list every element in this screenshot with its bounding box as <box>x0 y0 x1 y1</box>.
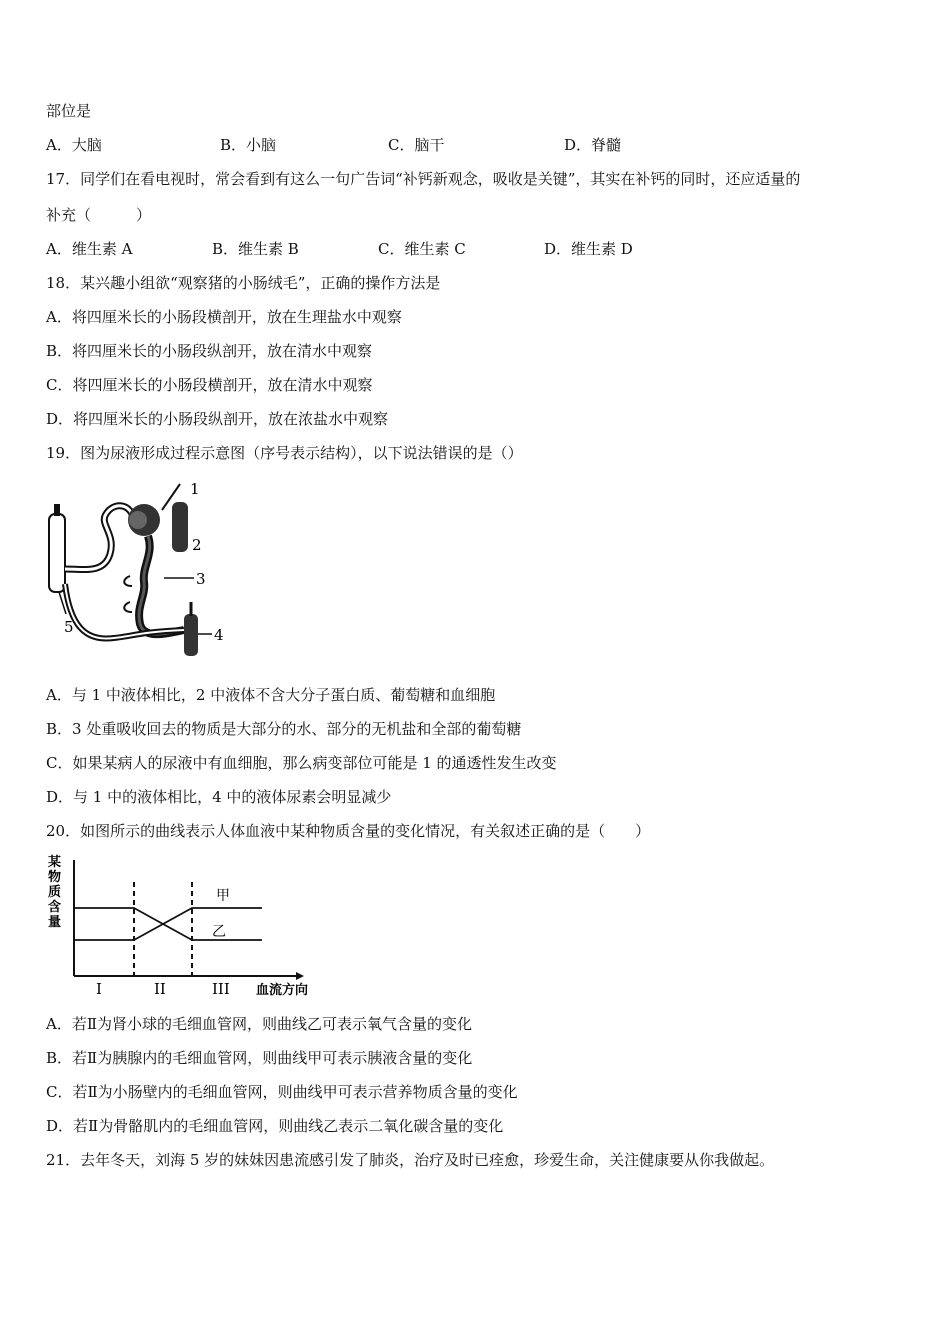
label-2: 2 <box>192 536 202 554</box>
q18-stem: 18．某兴趣小组欲“观察猪的小肠绒毛”，正确的操作方法是 <box>46 274 441 292</box>
q20-option-a: A．若Ⅱ为肾小球的毛细血管网，则曲线乙可表示氧气含量的变化 <box>46 1015 473 1033</box>
q18-option-d: D．将四厘米长的小肠段纵剖开，放在浓盐水中观察 <box>46 410 389 428</box>
q16-stem-tail: 部位是 <box>46 102 92 120</box>
legend-yi: 乙 <box>212 924 226 940</box>
q17-stem-line2: 补充（ ） <box>46 206 152 224</box>
segment-label-1: I <box>96 980 102 998</box>
q21-stem: 21．去年冬天，刘海 5 岁的妹妹因患流感引发了肺炎，治疗及时已痊愈，珍爱生命，关注健康要从你我做起。 <box>46 1151 775 1169</box>
tube-4 <box>184 614 198 656</box>
tubule-loop-lower-lumen <box>65 584 184 639</box>
tube-5-cap <box>54 504 60 516</box>
loop-detail-left-2 <box>124 602 132 612</box>
x-axis-arrow <box>296 972 304 980</box>
q20-option-d: D．若Ⅱ为骨骼肌内的毛细血管网，则曲线乙表示二氧化碳含量的变化 <box>46 1117 504 1135</box>
q16-option-d: D．脊髓 <box>564 136 622 154</box>
blood-substance-chart <box>44 852 340 998</box>
label-1: 1 <box>190 480 200 498</box>
y-axis-label <box>48 854 61 930</box>
legend-jia: 甲 <box>216 888 230 904</box>
q16-option-c: C．脑干 <box>388 136 445 154</box>
q19-option-a: A．与 1 中液体相比，2 中液体不含大分子蛋白质、葡萄糖和血细胞 <box>46 686 496 704</box>
label-5: 5 <box>64 618 74 636</box>
tubule-loop-upper <box>65 506 132 570</box>
label-3: 3 <box>196 570 206 588</box>
q17-option-d: D．维生素 D <box>544 240 633 258</box>
tubule-loop-upper-lumen <box>65 506 132 570</box>
q19-stem: 19．图为尿液形成过程示意图（序号表示结构），以下说法错误的是（） <box>46 444 523 462</box>
q19-option-b: B．3 处重吸收回去的物质是大部分的水、部分的无机盐和全部的葡萄糖 <box>46 720 522 738</box>
q20-option-c: C．若Ⅱ为小肠壁内的毛细血管网，则曲线甲可表示营养物质含量的变化 <box>46 1083 518 1101</box>
q20-stem: 20．如图所示的曲线表示人体血液中某种物质含量的变化情况，有关叙述正确的是（ ） <box>46 822 651 840</box>
q16-option-b: B．小脑 <box>220 136 277 154</box>
collecting-duct-tube <box>49 514 65 592</box>
loop-detail-left <box>124 576 132 586</box>
q18-option-c: C．将四厘米长的小肠段横剖开，放在清水中观察 <box>46 376 373 394</box>
q17-stem-line1: 17．同学们在看电视时，常会看到有这么一句广告词“补钙新观念，吸收是关键”，其实在补钙的同时，还应适量的 <box>46 170 801 188</box>
segment-label-3: III <box>212 980 230 998</box>
q17-option-a: A．维生素 A <box>46 240 133 258</box>
series-line-yi <box>74 908 262 940</box>
q18-option-b: B．将四厘米长的小肠段纵剖开，放在清水中观察 <box>46 342 373 360</box>
q20-option-b: B．若Ⅱ为胰腺内的毛细血管网，则曲线甲可表示胰液含量的变化 <box>46 1049 473 1067</box>
q17-option-b: B．维生素 B <box>212 240 299 258</box>
renal-capsule <box>129 511 147 529</box>
tube-2 <box>172 502 188 552</box>
svg-text:某物质含量: 某物质含量 <box>48 855 62 930</box>
q16-option-a: A．大脑 <box>46 136 102 154</box>
q19-option-d: D．与 1 中的液体相比，4 中的液体尿素会明显减少 <box>46 788 392 806</box>
series-line-jia <box>74 908 262 940</box>
nephron-diagram <box>44 474 240 666</box>
q17-option-c: C．维生素 C <box>378 240 466 258</box>
segment-label-2: II <box>154 980 166 998</box>
q18-option-a: A．将四厘米长的小肠段横剖开，放在生理盐水中观察 <box>46 308 402 326</box>
q19-option-c: C．如果某病人的尿液中有血细胞，那么病变部位可能是 1 的通透性发生改变 <box>46 754 557 772</box>
label-4: 4 <box>214 626 224 644</box>
x-axis-label: 血流方向 <box>256 983 309 998</box>
